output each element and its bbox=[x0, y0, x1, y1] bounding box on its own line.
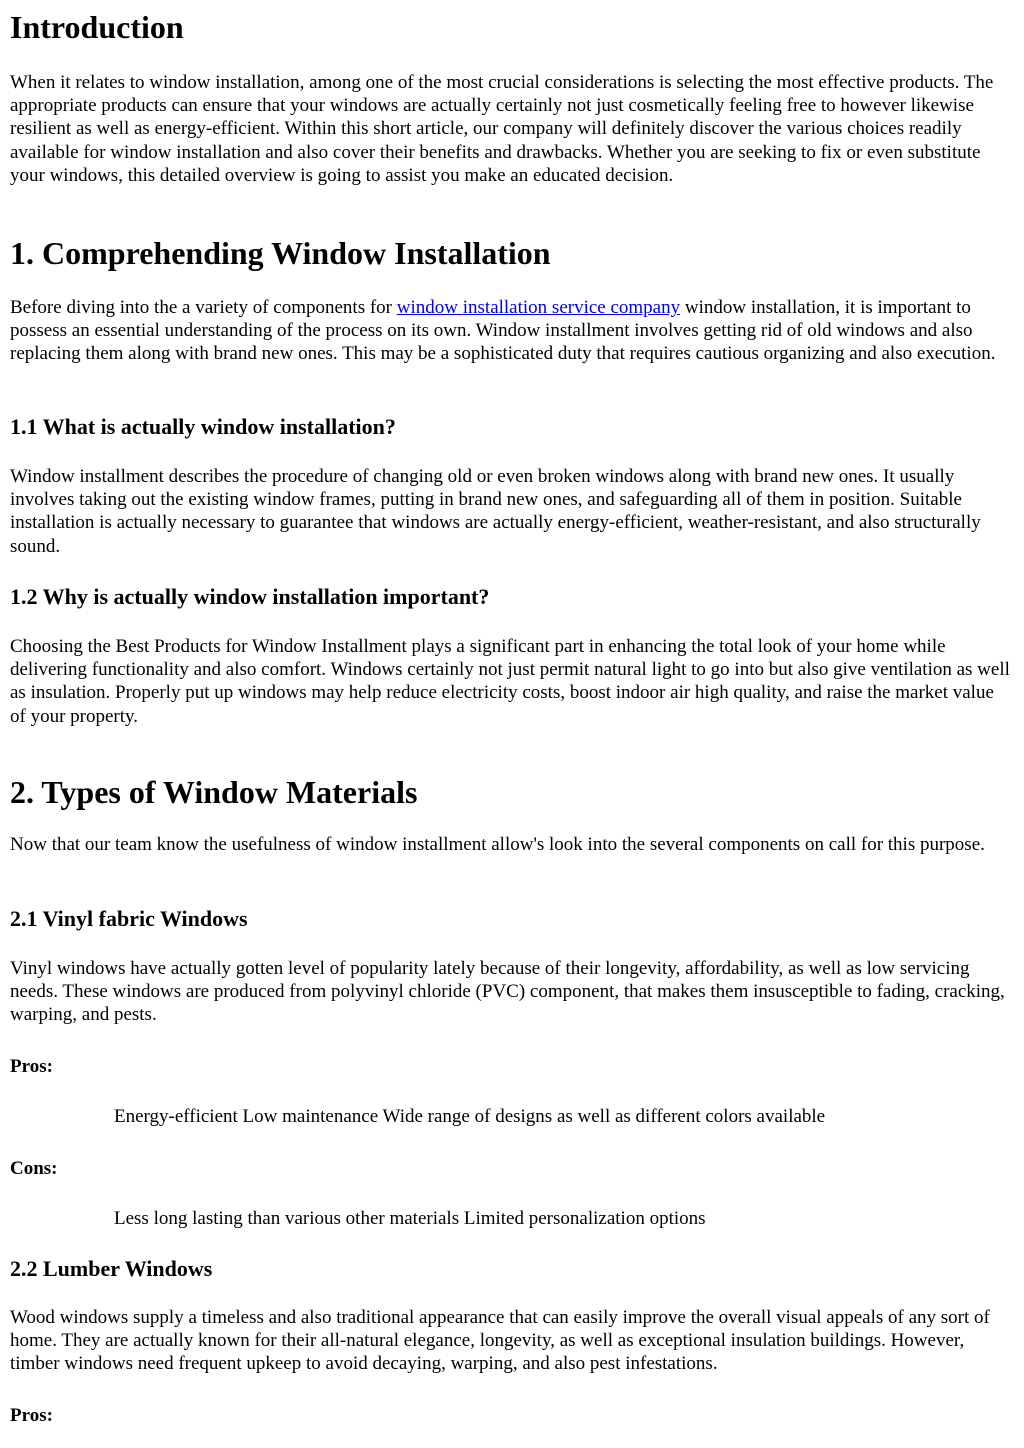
subsection-2-2-heading: 2.2 Lumber Windows bbox=[10, 1256, 213, 1281]
wood-pros-label: Pros: bbox=[10, 1405, 53, 1426]
window-installation-service-link[interactable]: window installation service company bbox=[396, 297, 681, 318]
intro-heading: Introduction bbox=[10, 9, 184, 45]
section1-text-before-link: Before diving into the a variety of components for bbox=[10, 297, 397, 318]
subsection-1-2-paragraph: Choosing the Best Products for Window Installment plays a significant part in enhancing the total look of your home while delivering functionality and also comfort. Windows certainly not just permit natural light to go into but also give ventilation as well as insulation. Properly put up windows may help reduce electricity costs, boost indoor air high quality, and raise the market value of your property. bbox=[10, 636, 1010, 727]
vinyl-pros-label: Pros: bbox=[10, 1056, 53, 1077]
section2-heading: 2. Types of Window Materials bbox=[10, 774, 418, 810]
subsection-2-1-heading: 2.1 Vinyl fabric Windows bbox=[10, 906, 248, 931]
subsection-2-1-paragraph: Vinyl windows have actually gotten level of popularity lately because of their longevity, affordability, as well as low servicing needs. These windows are produced from polyvinyl chloride (PVC) component, that makes them insusceptible to fading, cracking, warping, and pests. bbox=[10, 958, 1005, 1026]
subsection-2-2-paragraph: Wood windows supply a timeless and also traditional appearance that can easily improve the overall visual appeals of any sort of home. They are actually known for their all-natural elegance, longevity, as well as exceptional insulation buildings. However, timber windows need frequent upkeep to avoid decaying, warping, and also pest infestations. bbox=[10, 1307, 990, 1375]
subsection-1-1-heading: 1.1 What is actually window installation? bbox=[10, 414, 396, 439]
subsection-1-2-heading: 1.2 Why is actually window installation important? bbox=[10, 584, 490, 609]
section1-paragraph bbox=[10, 296, 1014, 366]
section1-heading: 1. Comprehending Window Installation bbox=[10, 235, 551, 271]
section2-paragraph: Now that our team know the usefulness of window installment allow's look into the several components on call for this purpose. bbox=[10, 834, 985, 855]
vinyl-cons-list: Less long lasting than various other materials Limited personalization options bbox=[114, 1208, 706, 1229]
section1-text-after-link: window installation, it is important to possess an essential understanding of the process on its own. Window installment involves getting rid of old windows and also replacing them along with brand new ones. This may be a sophisticated duty that requires cautious organizing and also execution. bbox=[10, 297, 996, 365]
subsection-1-1-paragraph: Window installment describes the procedure of changing old or even broken windows along with brand new ones. It usually involves taking out the existing window frames, putting in brand new ones, and safeguarding all of them in position. Suitable installation is actually necessary to guarantee that windows are actually energy-efficient, weather-resistant, and also structurally sound. bbox=[10, 466, 981, 557]
vinyl-pros-list: Energy-efficient Low maintenance Wide range of designs as well as different colors available bbox=[114, 1106, 826, 1127]
intro-paragraph: When it relates to window installation, among one of the most crucial considerations is selecting the most effective products. The appropriate products can ensure that your windows are actually certainly not just cosmetically feeling free to however likewise resilient as well as energy-efficient. Within this short article, our company will definitely discover the various choices readily available for window installation and also cover their benefits and drawbacks. Whether you are seeking to fix or even substitute your windows, this detailed overview is going to assist you make an educated decision. bbox=[10, 72, 994, 186]
vinyl-cons-label: Cons: bbox=[10, 1158, 58, 1179]
